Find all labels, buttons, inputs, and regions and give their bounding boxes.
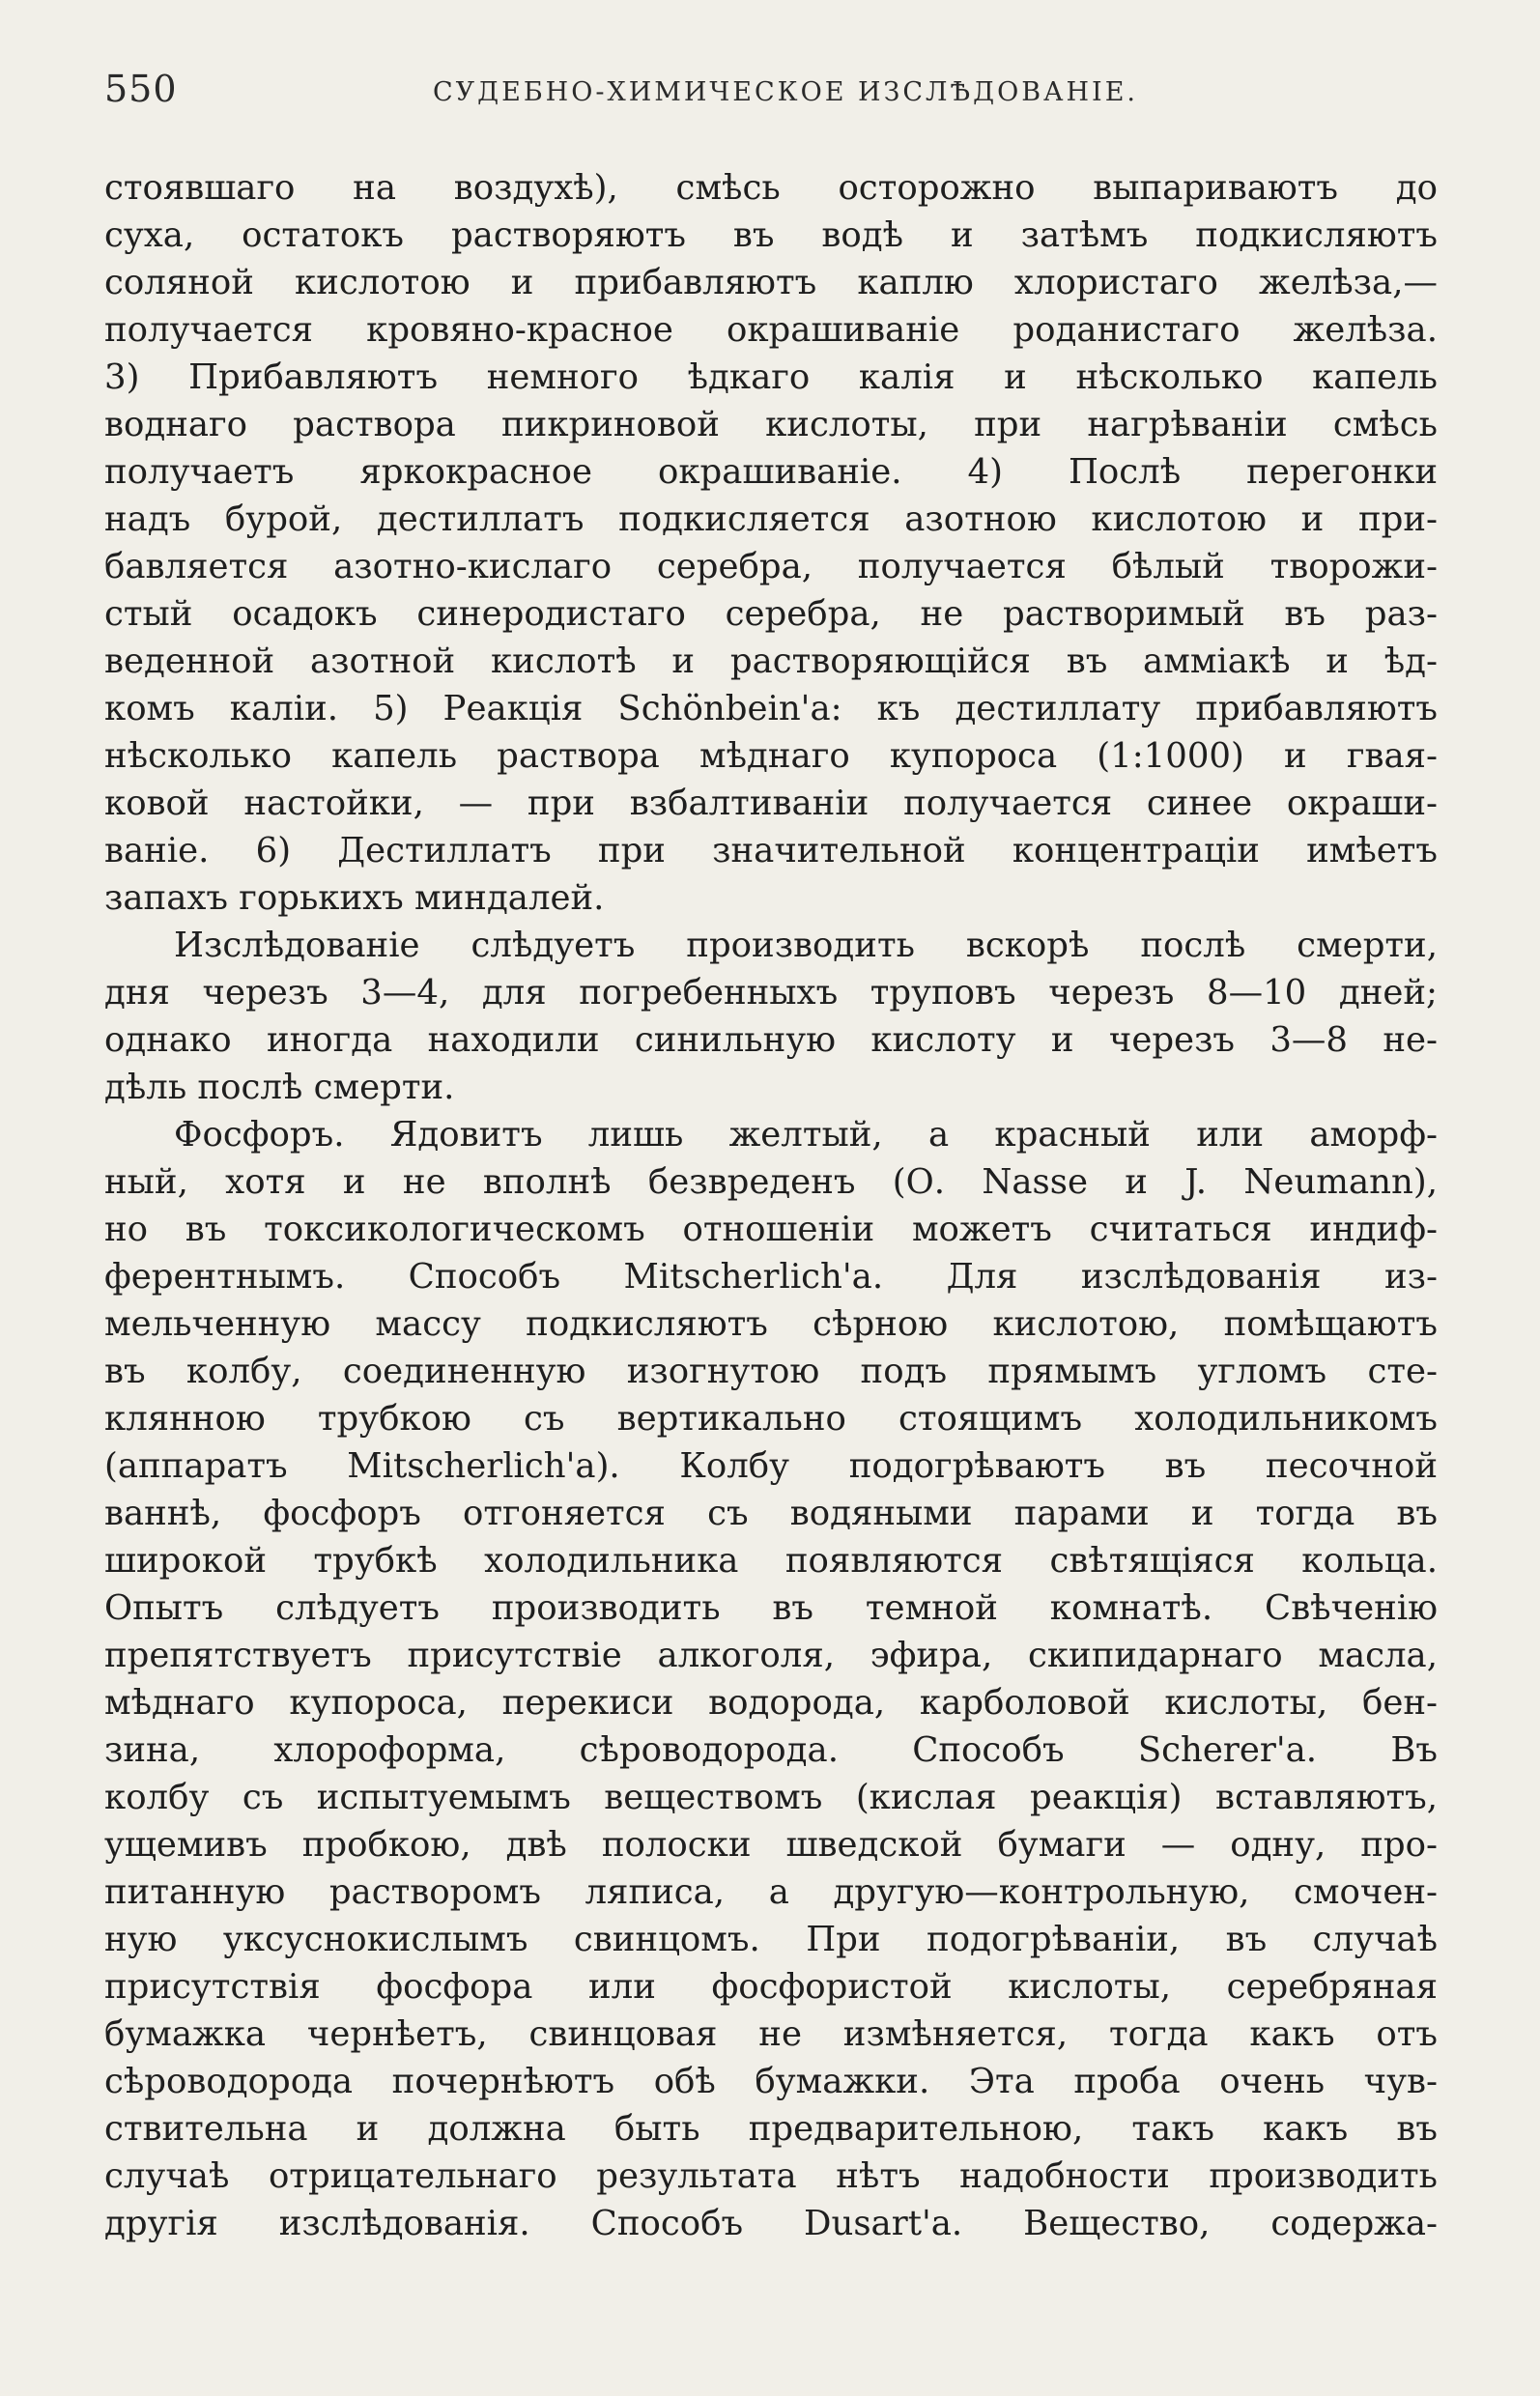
text-line: нѣсколько капель раствора мѣднаго купороса (1:1000) и гвая- xyxy=(104,736,1438,776)
text-line: мѣднаго купороса, перекиси водорода, карболовой кислоты, бен- xyxy=(104,1683,1438,1723)
text-line: надъ бурой, дестиллатъ подкисляется азотною кислотою и при- xyxy=(104,499,1438,539)
text-line: 3) Прибавляютъ немного ѣдкаго калія и нѣсколько капель xyxy=(104,357,1438,397)
text-line: ный, хотя и не вполнѣ безвреденъ (О. Nasse и J. Neumann), xyxy=(104,1162,1438,1202)
page-number: 550 xyxy=(104,68,178,110)
text-line: ковой настойки, — при взбалтиваніи получается синее окраши- xyxy=(104,784,1438,823)
text-line: бумажка чернѣетъ, свинцовая не измѣняется, тогда какъ отъ xyxy=(104,2014,1438,2054)
running-title: СУДЕБНО-ХИМИЧЕСКОЕ ИЗСЛѢДОВАНІЕ. xyxy=(433,77,1138,107)
text-line: ущемивъ пробкою, двѣ полоски шведской бумаги — одну, про- xyxy=(104,1825,1438,1865)
text-line: въ колбу, соединенную изогнутою подъ прямымъ угломъ сте- xyxy=(104,1352,1438,1391)
text-line: ферентнымъ. Способъ Mitscherlich'а. Для изслѣдованія из- xyxy=(104,1257,1438,1297)
text-line: ваніе. 6) Дестиллатъ при значительной концентраціи имѣетъ xyxy=(104,831,1438,870)
text-line: присутствія фосфора или фосфористой кислоты, серебряная xyxy=(104,1967,1438,2007)
text-line: препятствуетъ присутствіе алкоголя, эфира, скипидарнаго масла, xyxy=(104,1636,1438,1675)
body-text xyxy=(104,164,1438,2247)
text-line: колбу съ испытуемымъ веществомъ (кислая реакція) вставляютъ, xyxy=(104,1778,1438,1817)
text-line: зина, хлороформа, сѣроводорода. Способъ Scherer'а. Въ xyxy=(104,1730,1438,1770)
text-line-content: Изслѣдованіе слѣдуетъ производить вскорѣ послѣ смерти, xyxy=(174,926,1438,965)
text-line: однако иногда находили синильную кислоту и черезъ 3—8 не- xyxy=(104,1020,1438,1060)
text-line: стоявшаго на воздухѣ), смѣсь осторожно выпариваютъ до xyxy=(104,168,1438,208)
text-line: случаѣ отрицательнаго результата нѣтъ надобности производить xyxy=(104,2156,1438,2196)
text-line: питанную растворомъ ляписа, а другую—контрольную, смочен- xyxy=(104,1872,1438,1912)
text-line-indented xyxy=(104,922,1438,969)
text-line: широкой трубкѣ холодильника появляются свѣтящіяся кольца. xyxy=(104,1541,1438,1581)
text-line: получается кровяно-красное окрашиваніе роданистаго желѣза. xyxy=(104,310,1438,350)
text-line: дѣль послѣ смерти. xyxy=(104,1068,455,1107)
text-line: бавляется азотно-кислаго серебра, получается бѣлый творожи- xyxy=(104,547,1438,586)
text-line: стый осадокъ синеродистаго серебра, не растворимый въ раз- xyxy=(104,594,1438,634)
text-line: запахъ горькихъ миндалей. xyxy=(104,878,605,918)
text-line: воднаго раствора пикриновой кислоты, при нагрѣваніи смѣсь xyxy=(104,405,1438,444)
text-line: дня черезъ 3—4, для погребенныхъ труповъ черезъ 8—10 дней; xyxy=(104,973,1438,1013)
text-line: комъ калiи. 5) Реакція Schönbein'а: къ дестиллату прибавляютъ xyxy=(104,689,1438,728)
text-line-content: Фосфоръ. Ядовитъ лишь желтый, а красный или аморф- xyxy=(174,1115,1438,1155)
text-line: но въ токсикологическомъ отношеніи можетъ считаться индиф- xyxy=(104,1210,1438,1249)
text-line: другія изслѣдованія. Способъ Dusart'а. Вещество, содержа- xyxy=(104,2204,1438,2243)
text-line: суха, остатокъ растворяютъ въ водѣ и затѣмъ подкисляютъ xyxy=(104,215,1438,255)
text-line: веденной азотной кислотѣ и растворяющійся въ амміакѣ и ѣд- xyxy=(104,642,1438,681)
text-line: ную уксуснокислымъ свинцомъ. При подогрѣваніи, въ случаѣ xyxy=(104,1920,1438,1959)
text-line: получаетъ яркокрасное окрашиваніе. 4) Послѣ перегонки xyxy=(104,452,1438,492)
text-line: ствительна и должна быть предварительною, такъ какъ въ xyxy=(104,2109,1438,2149)
text-line: сѣроводорода почернѣютъ обѣ бумажки. Эта проба очень чув- xyxy=(104,2062,1438,2101)
text-line: мельченную массу подкисляютъ сѣрною кислотою, помѣщаютъ xyxy=(104,1304,1438,1344)
text-line: (аппаратъ Mitscherlich'а). Колбу подогрѣваютъ въ песочной xyxy=(104,1446,1438,1486)
page-header xyxy=(104,68,1438,126)
text-line: соляной кислотою и прибавляютъ каплю хлористаго желѣза,— xyxy=(104,263,1438,302)
text-line-indented xyxy=(104,1111,1438,1158)
text-line: Опытъ слѣдуетъ производить въ темной комнатѣ. Свѣченію xyxy=(104,1588,1438,1628)
text-line: клянною трубкою съ вертикально стоящимъ холодильникомъ xyxy=(104,1399,1438,1439)
text-line: ваннѣ, фосфоръ отгоняется съ водяными парами и тогда въ xyxy=(104,1494,1438,1533)
